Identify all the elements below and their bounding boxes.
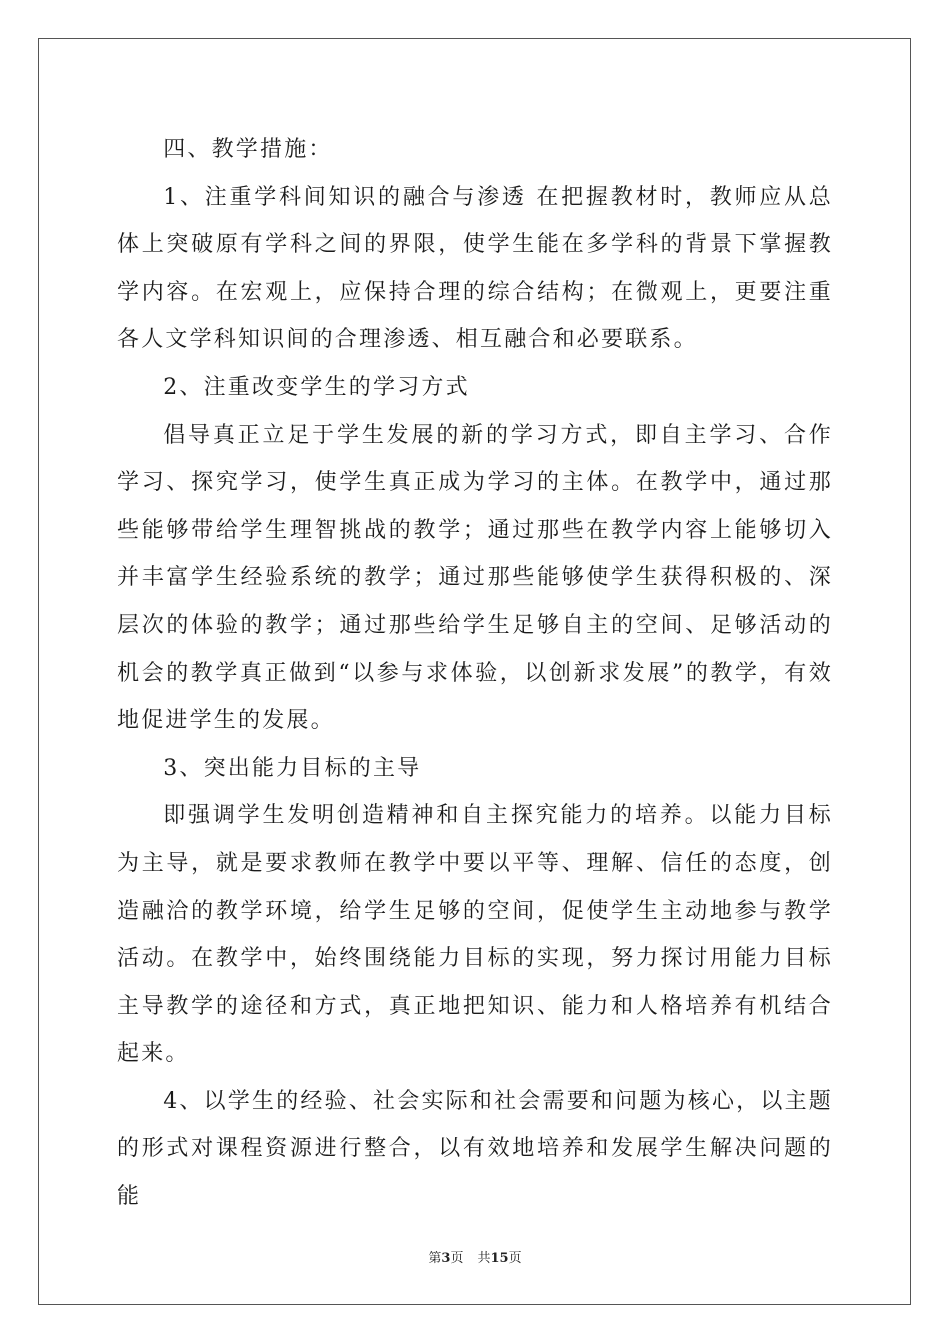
footer-page-mid: 页: [450, 1251, 464, 1266]
page-footer: [0, 1247, 950, 1266]
footer-total-prefix: 共: [477, 1251, 491, 1266]
section-heading: 四、教学措施：: [163, 137, 333, 162]
paragraph-item-1: 1、注重学科间知识的融合与渗透 在把握教材时，教师应从总体上突破原有学科之间的界限，使学生能在多学科的背景下掌握教学内容。在宏观上，应保持合理的综合结构；在微观上，更要注重各人文学科知识间的合理渗透、相互融合和必要联系。: [117, 184, 833, 353]
footer-total-suffix: 页: [508, 1251, 522, 1266]
footer-page-current: 3: [441, 1251, 451, 1266]
paragraph-heading-3: 3、突出能力目标的主导: [163, 755, 422, 781]
document-body: [117, 126, 833, 1221]
paragraph-item-4: 4、以学生的经验、社会实际和社会需要和问题为核心，以主题的形式对课程资源进行整合，以有效地培养和发展学生解决问题的能: [117, 1088, 833, 1210]
paragraph-body-2: 倡导真正立足于学生发展的新的学习方式，即自主学习、合作学习、探究学习，使学生真正成为学习的主体。在教学中，通过那些能够带给学生理智挑战的教学；通过那些在教学内容上能够切入并丰富学生经验系统的教学；通过那些能够使学生获得积极的、深层次的体验的教学；通过那些给学生足够自主的空间、足够活动的机会的教学真正做到“以参与求体验，以创新求发展”的教学，有效地促进学生的发展。: [117, 422, 833, 734]
paragraph-body-3: 即强调学生发明创造精神和自主探究能力的培养。以能力目标为主导，就是要求教师在教学中要以平等、理解、信任的态度，创造融洽的教学环境，给学生足够的空间，促使学生主动地参与教学活动。在教学中，始终围绕能力目标的实现，努力探讨用能力目标主导教学的途径和方式，真正地把知识、能力和人格培养有机结合起来。: [117, 803, 833, 1067]
footer-page-prefix: 第: [428, 1251, 442, 1266]
paragraph-heading-2: 2、注重改变学生的学习方式: [163, 374, 470, 400]
footer-page-total: 15: [490, 1251, 509, 1266]
